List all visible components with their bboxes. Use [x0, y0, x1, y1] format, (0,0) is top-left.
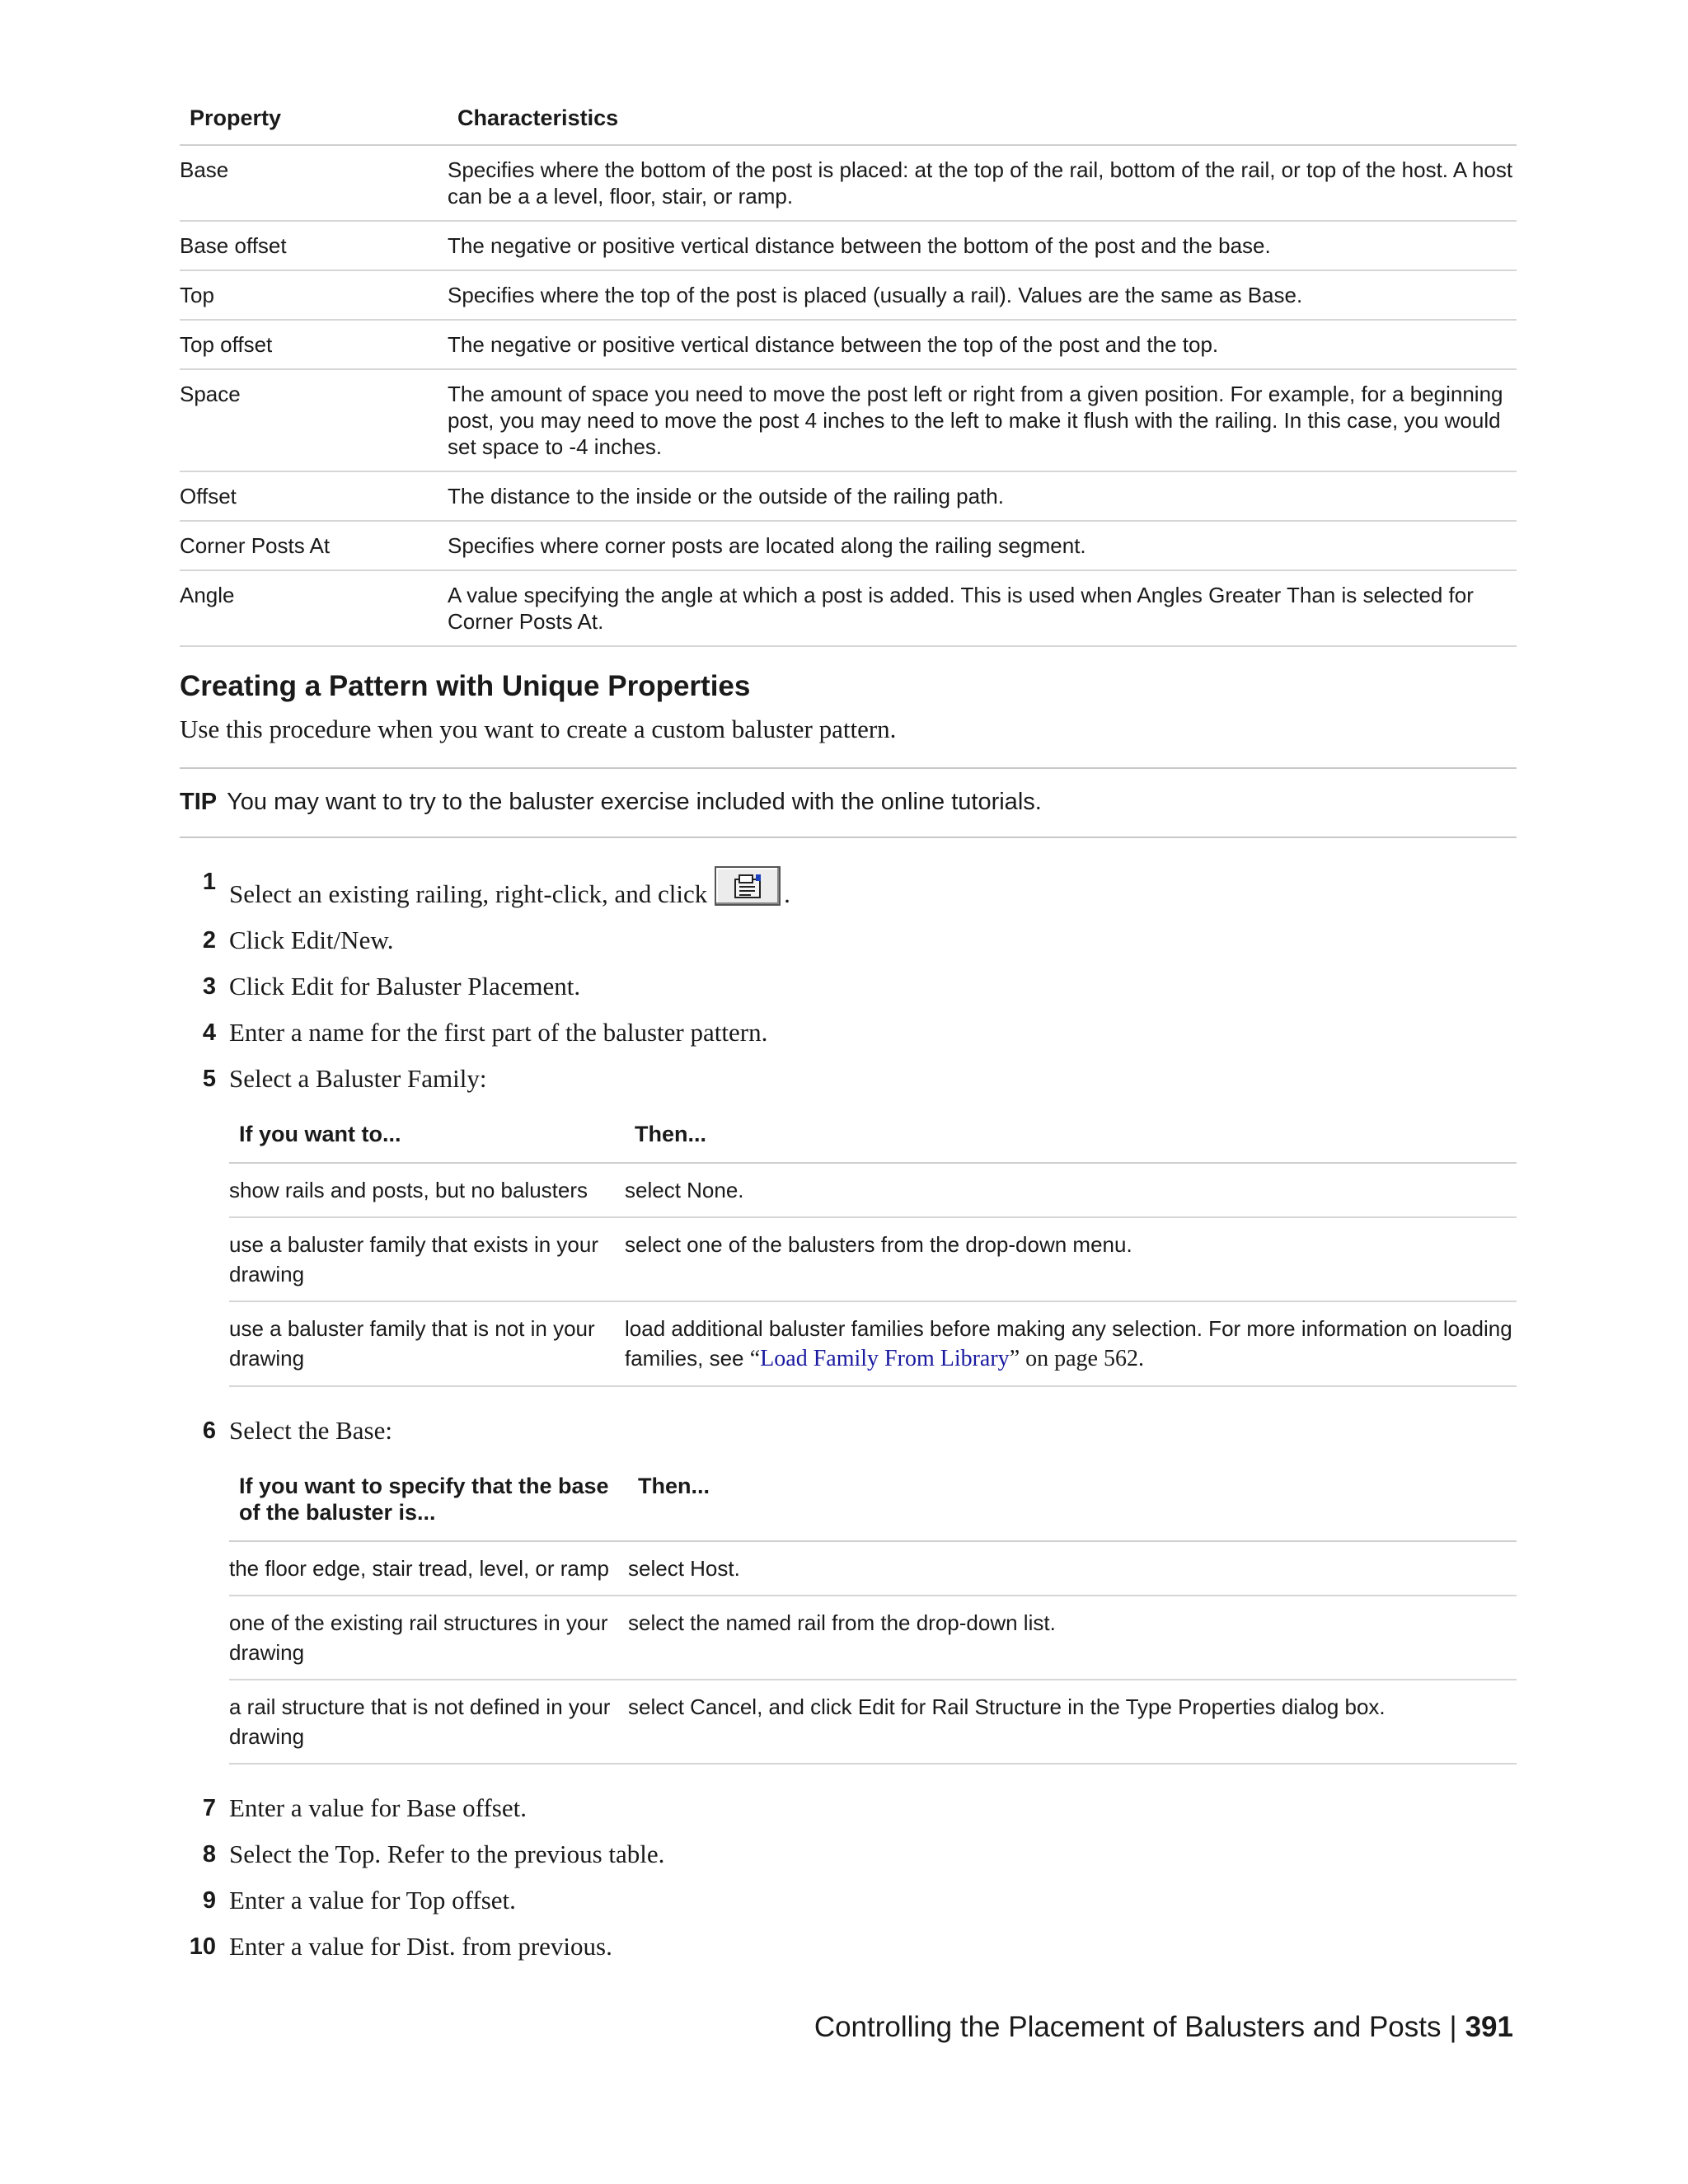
- table-row: [180, 320, 1517, 369]
- step-text: Click Edit/New.: [229, 926, 394, 954]
- step-5: [180, 1063, 1517, 1094]
- step-9: [180, 1885, 1517, 1916]
- tip-text: You may want to try to the baluster exercise included with the online tutorials.: [227, 789, 1042, 815]
- step-text: Enter a value for Base offset.: [229, 1793, 527, 1822]
- load-family-link[interactable]: Load Family From Library: [760, 1346, 1010, 1371]
- section-intro: Use this procedure when you want to create a custom baluster pattern.: [180, 715, 897, 743]
- table-row: [180, 221, 1517, 270]
- step-text: Select the Base:: [229, 1416, 392, 1445]
- baluster-base-table: [229, 1461, 1517, 1765]
- quote-open: “: [749, 1346, 761, 1371]
- table-row: [180, 570, 1517, 646]
- step-4: [180, 1017, 1517, 1048]
- page-content: [180, 97, 1517, 1977]
- condition-cell: use a baluster family that exists in your drawing: [229, 1217, 625, 1301]
- property-cell: Offset: [180, 471, 448, 521]
- property-cell: Space: [180, 369, 448, 471]
- characteristics-cell: A value specifying the angle at which a post is added. This is used when Angles Greater Than is selected for Corner Posts At.: [448, 570, 1517, 646]
- column-header-action: Then...: [628, 1461, 1517, 1541]
- characteristics-cell: Specifies where corner posts are located along the railing segment.: [448, 521, 1517, 570]
- post-properties-table: [180, 97, 1517, 647]
- type-properties-button[interactable]: [715, 866, 781, 906]
- action-cell: select None.: [625, 1163, 1517, 1217]
- step-number: 8: [202, 1841, 216, 1868]
- column-header-action: Then...: [625, 1109, 1517, 1163]
- property-cell: Base offset: [180, 221, 448, 270]
- characteristics-cell: The negative or positive vertical distance between the top of the post and the top.: [448, 320, 1517, 369]
- property-cell: Top offset: [180, 320, 448, 369]
- step-text: Select an existing railing, right-click, and click: [229, 879, 708, 908]
- step-3: [180, 971, 1517, 1002]
- condition-cell: the floor edge, stair tread, level, or ramp: [229, 1541, 628, 1596]
- tip-label: TIP: [180, 789, 218, 815]
- footer-chapter-title: Controlling the Placement of Balusters and Posts: [814, 2011, 1442, 2043]
- condition-cell: a rail structure that is not defined in your drawing: [229, 1680, 628, 1764]
- step-text: Click Edit for Baluster Placement.: [229, 972, 581, 1001]
- step-number: 3: [202, 973, 216, 1000]
- table-row: [229, 1596, 1517, 1680]
- property-cell: Angle: [180, 570, 448, 646]
- procedure-steps: [180, 866, 1517, 1962]
- column-header-property: Property: [180, 97, 448, 145]
- condition-cell: use a baluster family that is not in your drawing: [229, 1301, 625, 1386]
- condition-cell: show rails and posts, but no balusters: [229, 1163, 625, 1217]
- step-7: [180, 1793, 1517, 1824]
- properties-icon: [733, 873, 764, 901]
- step-number: 9: [202, 1887, 216, 1914]
- column-header-characteristics: Characteristics: [448, 97, 1517, 145]
- property-cell: Top: [180, 270, 448, 320]
- table-row: [229, 1680, 1517, 1764]
- characteristics-cell: Specifies where the bottom of the post is placed: at the top of the rail, bottom of the rail, or top of the host. A host can be a a level, floor, stair, or ramp.: [448, 145, 1517, 221]
- page-reference: on page 562.: [1020, 1346, 1144, 1371]
- characteristics-cell: The negative or positive vertical distance between the bottom of the post and the base.: [448, 221, 1517, 270]
- characteristics-cell: The distance to the inside or the outside of the railing path.: [448, 471, 1517, 521]
- step-text: Enter a value for Dist. from previous.: [229, 1932, 612, 1961]
- baluster-family-table: [229, 1109, 1517, 1387]
- condition-cell: one of the existing rail structures in your drawing: [229, 1596, 628, 1680]
- step-number: 10: [189, 1933, 216, 1960]
- page-footer: [814, 2009, 1513, 2046]
- step-text: Enter a value for Top offset.: [229, 1886, 516, 1915]
- footer-separator: |: [1449, 2011, 1457, 2043]
- page-number: 391: [1465, 2011, 1513, 2043]
- step-number: 1: [202, 869, 216, 895]
- tip-box: [180, 767, 1517, 838]
- action-text: load additional baluster families before making any selection. For more information on loading families, see: [625, 1316, 1512, 1371]
- step-text: Select a Baluster Family:: [229, 1064, 487, 1093]
- action-cell: select the named rail from the drop-down list.: [628, 1596, 1517, 1680]
- action-cell: select one of the balusters from the drop-down menu.: [625, 1217, 1517, 1301]
- column-header-condition: If you want to...: [229, 1109, 625, 1163]
- table-row: [180, 369, 1517, 471]
- property-cell: Base: [180, 145, 448, 221]
- action-cell: [625, 1301, 1517, 1386]
- table-header-row: [180, 97, 1517, 145]
- step-number: 7: [202, 1795, 216, 1821]
- characteristics-cell: Specifies where the top of the post is placed (usually a rail). Values are the same as Base.: [448, 270, 1517, 320]
- step-text: Enter a name for the first part of the baluster pattern.: [229, 1018, 768, 1047]
- column-header-condition: If you want to specify that the base of the baluster is...: [229, 1461, 628, 1541]
- step-10: [180, 1931, 1517, 1962]
- table-row: [180, 270, 1517, 320]
- section-heading: Creating a Pattern with Unique Properties: [180, 670, 751, 702]
- action-cell: select Cancel, and click Edit for Rail Structure in the Type Properties dialog box.: [628, 1680, 1517, 1764]
- step-number: 5: [202, 1066, 216, 1092]
- table-header-row: [229, 1461, 1517, 1541]
- table-header-row: [229, 1109, 1517, 1163]
- action-cell: select Host.: [628, 1541, 1517, 1596]
- step-number: 2: [202, 927, 216, 954]
- table-row: [229, 1217, 1517, 1301]
- table-row: [180, 471, 1517, 521]
- step-6: [180, 1415, 1517, 1446]
- step-2: [180, 925, 1517, 956]
- table-row: [229, 1301, 1517, 1386]
- step-text: Select the Top. Refer to the previous table.: [229, 1840, 665, 1868]
- table-row: [229, 1163, 1517, 1217]
- table-row: [180, 521, 1517, 570]
- step-8: [180, 1839, 1517, 1870]
- table-row: [180, 145, 1517, 221]
- property-cell: Corner Posts At: [180, 521, 448, 570]
- step-1: [180, 866, 1517, 910]
- step-number: 4: [202, 1019, 216, 1046]
- characteristics-cell: The amount of space you need to move the post left or right from a given position. For example, for a beginning post, you may need to move the post 4 inches to the left to make it flush with the railing. In this case, you would set space to -4 inches.: [448, 369, 1517, 471]
- step-number: 6: [202, 1418, 216, 1444]
- step-text-suffix: .: [784, 879, 790, 908]
- quote-close: ”: [1009, 1346, 1020, 1371]
- table-row: [229, 1541, 1517, 1596]
